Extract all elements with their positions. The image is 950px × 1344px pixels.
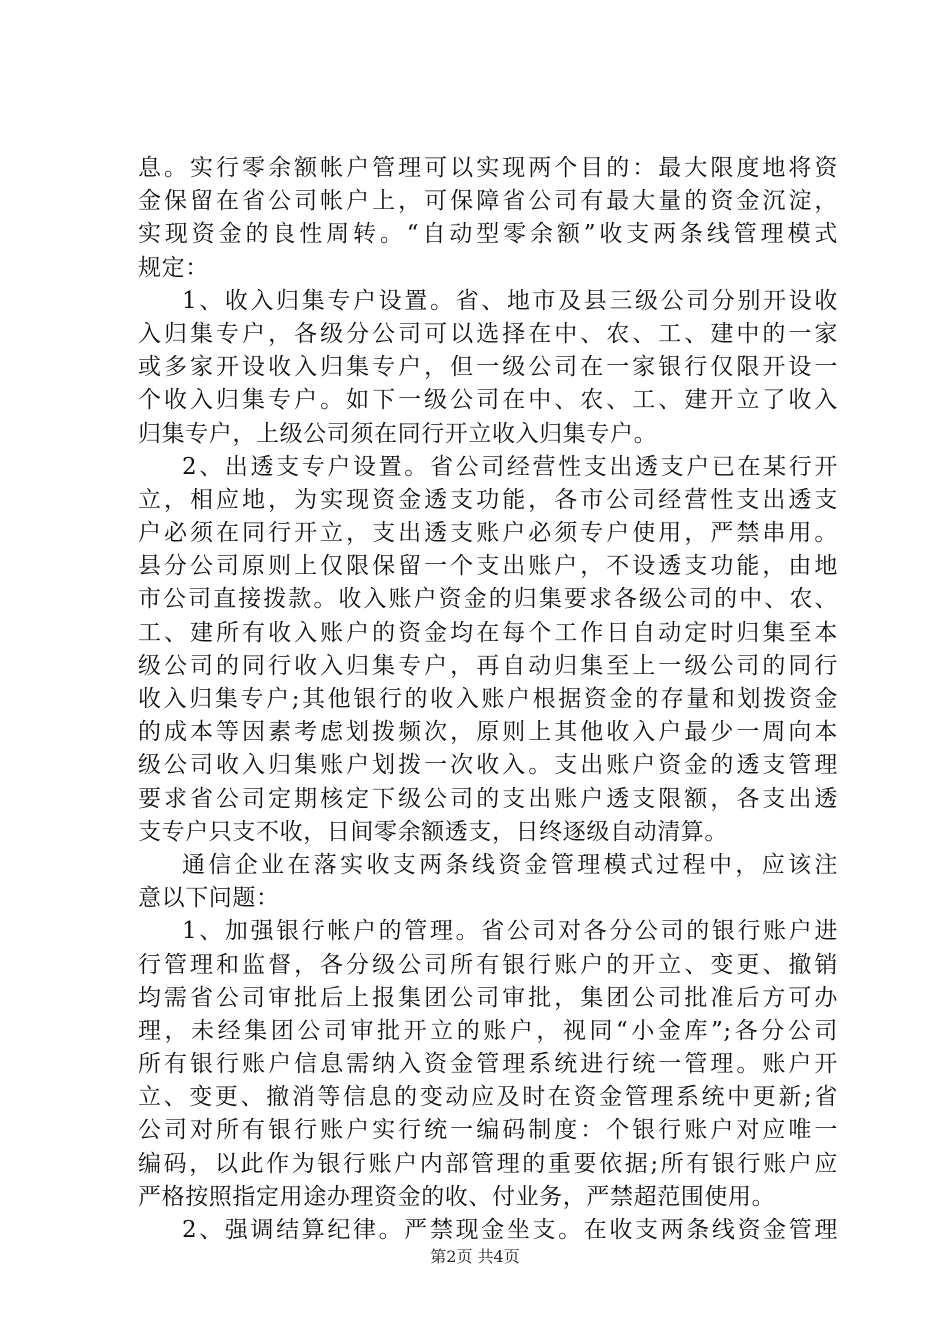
text-line: 1、收入归集专户设置。省、地市及县三级公司分别开设收 xyxy=(182,287,838,314)
text-line: 户必须在同行开立，支出透支账户必须专户使用，严禁串用。 xyxy=(138,520,838,547)
text-line: 归集专户，上级公司须在同行开立收入归集专户。 xyxy=(138,420,658,447)
text-line: 级公司收入归集账户划拨一次收入。支出账户资金的透支管理 xyxy=(138,752,838,779)
text-line: 规定： xyxy=(138,254,209,281)
text-line: 通信企业在落实收支两条线资金管理模式过程中，应该注 xyxy=(182,851,838,878)
text-line: 意以下问题： xyxy=(138,885,280,912)
text-line: 要求省公司定期核定下级公司的支出账户透支限额，各支出透 xyxy=(138,785,838,812)
text-line: 理，未经集团公司审批开立的账户，视同“小金库”;各分公司 xyxy=(138,1017,838,1044)
text-line: 1、加强银行帐户的管理。省公司对各分公司的银行账户进 xyxy=(182,918,838,945)
text-line: 市公司直接拨款。收入账户资金的归集要求各级公司的中、农、 xyxy=(138,586,838,613)
text-line: 2、出透支专户设置。省公司经营性支出透支户已在某行开 xyxy=(182,453,838,480)
text-line: 行管理和监督，各分级公司所有银行账户的开立、变更、撤销 xyxy=(138,951,838,978)
text-line: 的成本等因素考虑划拨频次，原则上其他收入户最少一周向本 xyxy=(138,719,838,746)
page-footer: 第2页 共4页 xyxy=(430,1247,520,1266)
text-line: 收入归集专户;其他银行的收入账户根据资金的存量和划拨资金 xyxy=(138,686,838,712)
text-line: 或多家开设收入归集专户，但一级公司在一家银行仅限开设一 xyxy=(138,354,838,381)
text-line: 金保留在省公司帐户上，可保障省公司有最大量的资金沉淀， xyxy=(138,188,838,215)
text-line: 所有银行账户信息需纳入资金管理系统进行统一管理。账户开 xyxy=(138,1051,838,1078)
text-line: 编码，以此作为银行账户内部管理的重要依据;所有银行账户应 xyxy=(138,1150,838,1177)
body-text xyxy=(138,152,838,1247)
text-line: 县分公司原则上仅限保留一个支出账户，不设透支功能，由地 xyxy=(138,553,838,580)
text-line: 均需省公司审批后上报集团公司审批，集团公司批准后方可办 xyxy=(138,984,838,1011)
text-line: 立，相应地，为实现资金透支功能，各市公司经营性支出透支 xyxy=(138,486,838,513)
text-line: 入归集专户，各级分公司可以选择在中、农、工、建中的一家 xyxy=(138,320,838,347)
text-line: 级公司的同行收入归集专户，再自动归集至上一级公司的同行 xyxy=(138,652,838,679)
text-line: 2、强调结算纪律。严禁现金坐支。在收支两条线资金管理 xyxy=(182,1217,838,1243)
text-line: 公司对所有银行账户实行统一编码制度：个银行账户对应唯一 xyxy=(138,1117,838,1144)
text-line: 个收入归集专户。如下一级公司在中、农、工、建开立了收入 xyxy=(138,387,838,414)
text-line: 息。实行零余额帐户管理可以实现两个目的：最大限度地将资 xyxy=(138,155,838,181)
text-line: 严格按照指定用途办理资金的收、付业务，严禁超范围使用。 xyxy=(138,1183,776,1210)
text-line: 支专户只支不收，日间零余额透支，日终逐级自动清算。 xyxy=(138,818,728,845)
text-line: 实现资金的良性周转。“自动型零余额”收支两条线管理模式 xyxy=(138,221,838,248)
text-line: 工、建所有收入账户的资金均在每个工作日自动定时归集至本 xyxy=(138,619,838,646)
text-line: 立、变更、撤消等信息的变动应及时在资金管理系统中更新;省 xyxy=(138,1084,838,1111)
